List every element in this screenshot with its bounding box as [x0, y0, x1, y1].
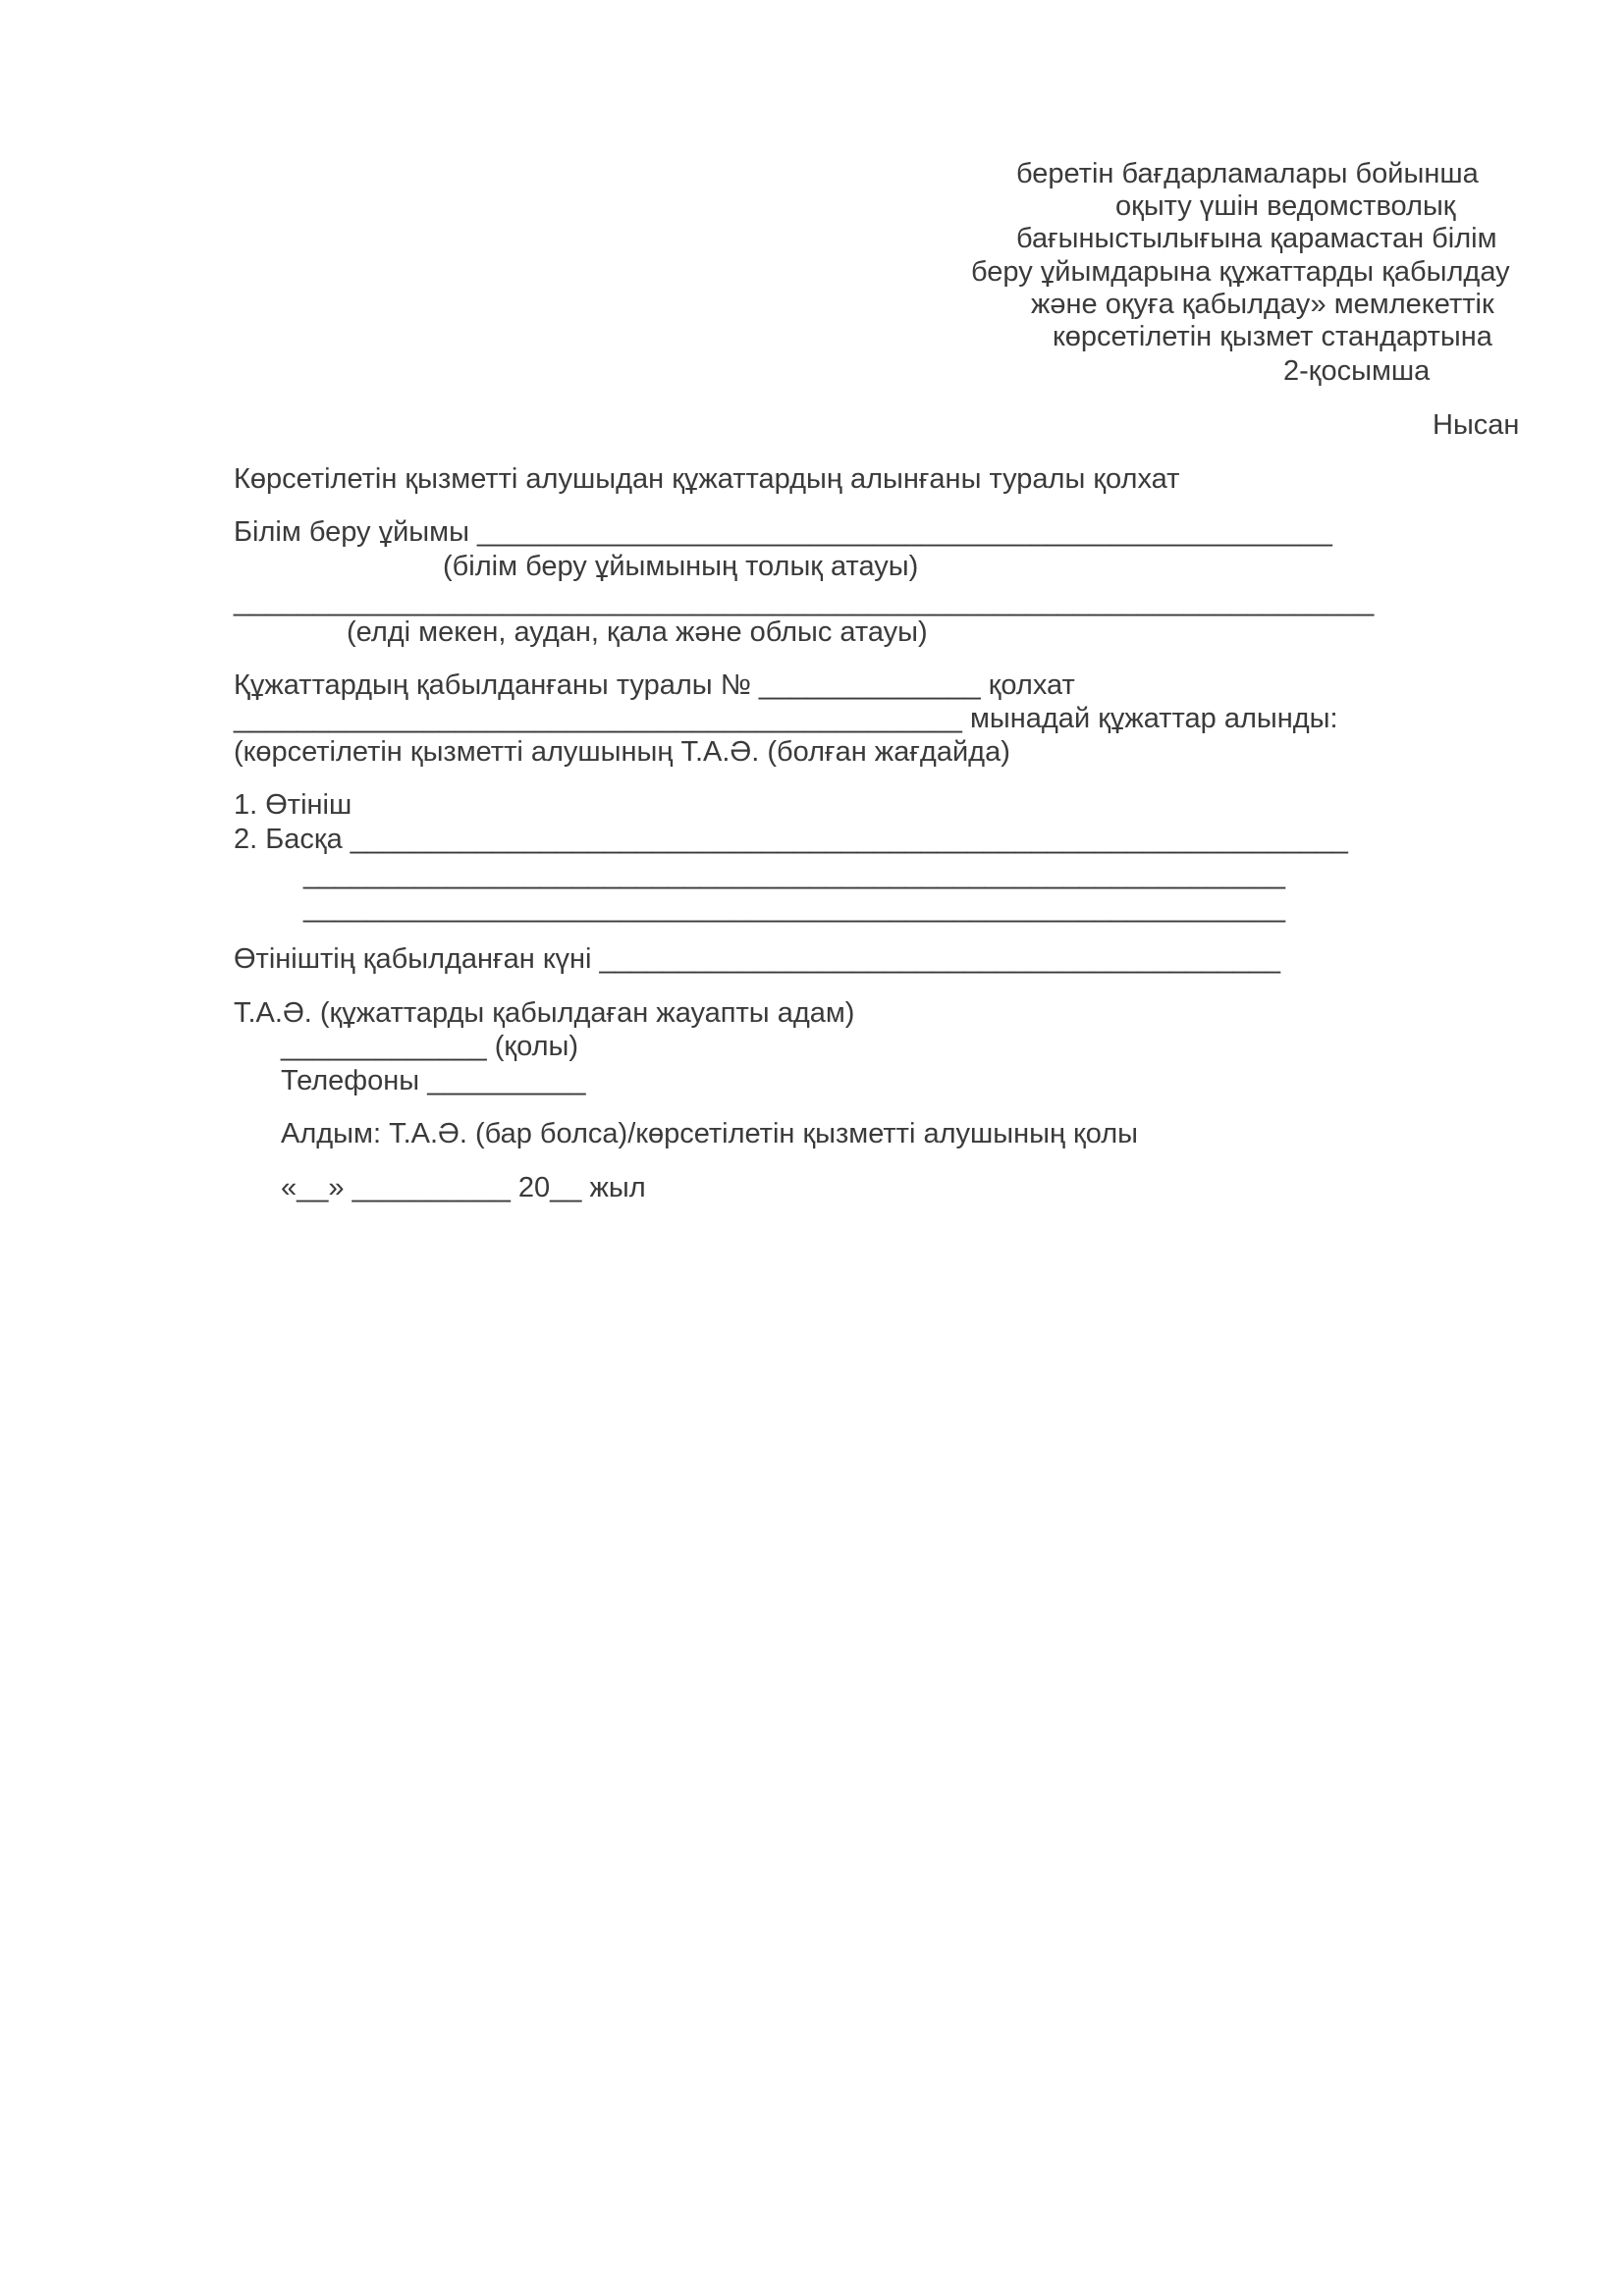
location-field: ________________________________________________________________________ [234, 586, 1375, 617]
received-documents-field: ______________________________________________ мынадай құжаттар алынды: [234, 703, 1338, 734]
date-field: «__» __________ 20__ жыл [281, 1172, 646, 1203]
header-line-3: бағыныстылығына қарамастан білім [1016, 223, 1497, 254]
organization-field: Білім беру ұйымы ______________________________________________________ [234, 516, 1332, 548]
responsible-person-label: Т.А.Ә. (құжаттарды қабылдаған жауапты адам) [234, 997, 855, 1029]
header-line-2: оқыту үшін ведомстволық [1115, 190, 1456, 222]
header-appendix-number: 2-қосымша [1283, 355, 1431, 387]
document-item-other: 2. Басқа _______________________________________________________________ [234, 824, 1348, 855]
header-line-5: және оқуға қабылдау» мемлекеттік [1031, 289, 1494, 320]
received-by-field: Алдым: Т.А.Ә. (бар болса)/көрсетілетін қызметті алушының қолы [281, 1118, 1139, 1149]
signature-field: _____________ (қолы) [281, 1031, 578, 1062]
form-label: Нысан [1433, 409, 1520, 441]
page-title: Көрсетілетін қызметті алушыдан құжаттардың алынғаны туралы қолхат [234, 463, 1180, 495]
phone-field: Телефоны __________ [281, 1065, 586, 1096]
document-item-application: 1. Өтініш [234, 789, 352, 821]
document-blank-line: ______________________________________________________________ [303, 859, 1285, 890]
organization-name-hint: (білім беру ұйымының толық атауы) [443, 551, 919, 582]
applicant-hint: (көрсетілетін қызметті алушының Т.А.Ә. (болған жағдайда) [234, 736, 1010, 768]
document-blank-line: ______________________________________________________________ [303, 892, 1285, 924]
header-line-6: көрсетілетін қызмет стандартына [1053, 321, 1492, 352]
header-line-1: беретін бағдарламалары бойынша [1016, 158, 1479, 189]
location-hint: (елді мекен, аудан, қала және облыс атауы) [347, 616, 928, 648]
header-line-4: беру ұйымдарына құжаттарды қабылдау [971, 256, 1510, 288]
acceptance-date-field: Өтініштің қабылданған күні ___________________________________________ [234, 943, 1281, 975]
receipt-number-field: Құжаттардың қабылданғаны туралы № ______________ қолхат [234, 669, 1075, 701]
